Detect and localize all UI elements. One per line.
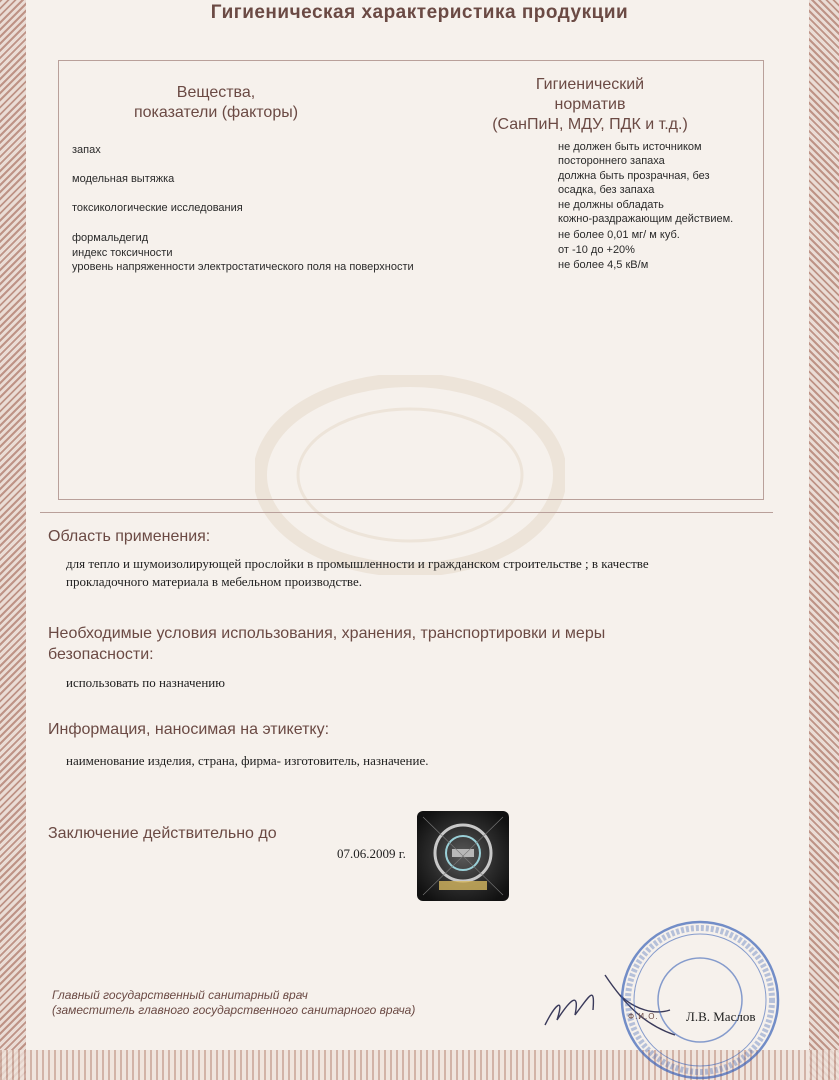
row-label-formaldehyde: формальдегид [72,232,149,244]
column-header-substances: Вещества, показатели (факторы) [133,84,299,121]
label-info-text: наименование изделия, страна, фирма- изготовитель, назначение. [66,753,429,768]
row-label-electrostatic: уровень напряженности электростатического поля на поверхности [72,261,414,273]
row-label-toxicity-index: индекс токсичности [72,247,173,259]
row-value-toxicity-index: от -10 до +20% [558,244,635,256]
row-value-extract: должна быть прозрачная, без осадка, без запаха [558,170,710,196]
column-header-norm: Гигиенический норматив (СанПиН, МДУ, ПДК и т.д.) [492,76,688,133]
decorative-border-right [809,0,839,1080]
row-value-formaldehyde: не более 0,01 мг/ м куб. [558,229,680,241]
application-heading: Область применения: [48,528,211,545]
validity-date: 07.06.2009 г. [337,846,406,861]
fio-label: Ф.И.О. [628,1012,659,1021]
decorative-border-left [0,0,26,1080]
conditions-heading: Необходимые условия использования, хранения, транспортировки и меры безопасности: [48,625,606,663]
row-label-toxicology: токсикологические исследования [72,202,243,214]
row-label-extract: модельная вытяжка [72,173,175,185]
conditions-text: использовать по назначению [66,675,225,690]
row-value-smell: не должен быть источником постороннего запаха [558,141,702,167]
label-info-heading: Информация, наносимая на этикетку: [48,721,330,738]
official-stamp [600,912,780,1080]
row-value-toxicology: не должны обладать кожно-раздражающим действием. [558,199,734,225]
hologram-seal-icon [417,811,509,901]
application-text: для тепло и шумоизолирующей прослойки в промышленности и гражданском строительстве ; в качестве прокладочного материала в мебельном производстве. [66,556,649,589]
signatory-name: Л.В. Маслов [686,1009,756,1024]
document-title: Гигиеническая характеристика продукции [210,2,629,23]
row-label-smell: запах [72,144,101,156]
signature-role: Главный государственный санитарный врач (заместитель главного государственного санитарного врача) [52,988,416,1017]
row-value-electrostatic: не более 4,5 кВ/м [558,259,649,271]
validity-heading: Заключение действительно до [48,825,277,842]
table-bottom-divider [40,512,773,513]
